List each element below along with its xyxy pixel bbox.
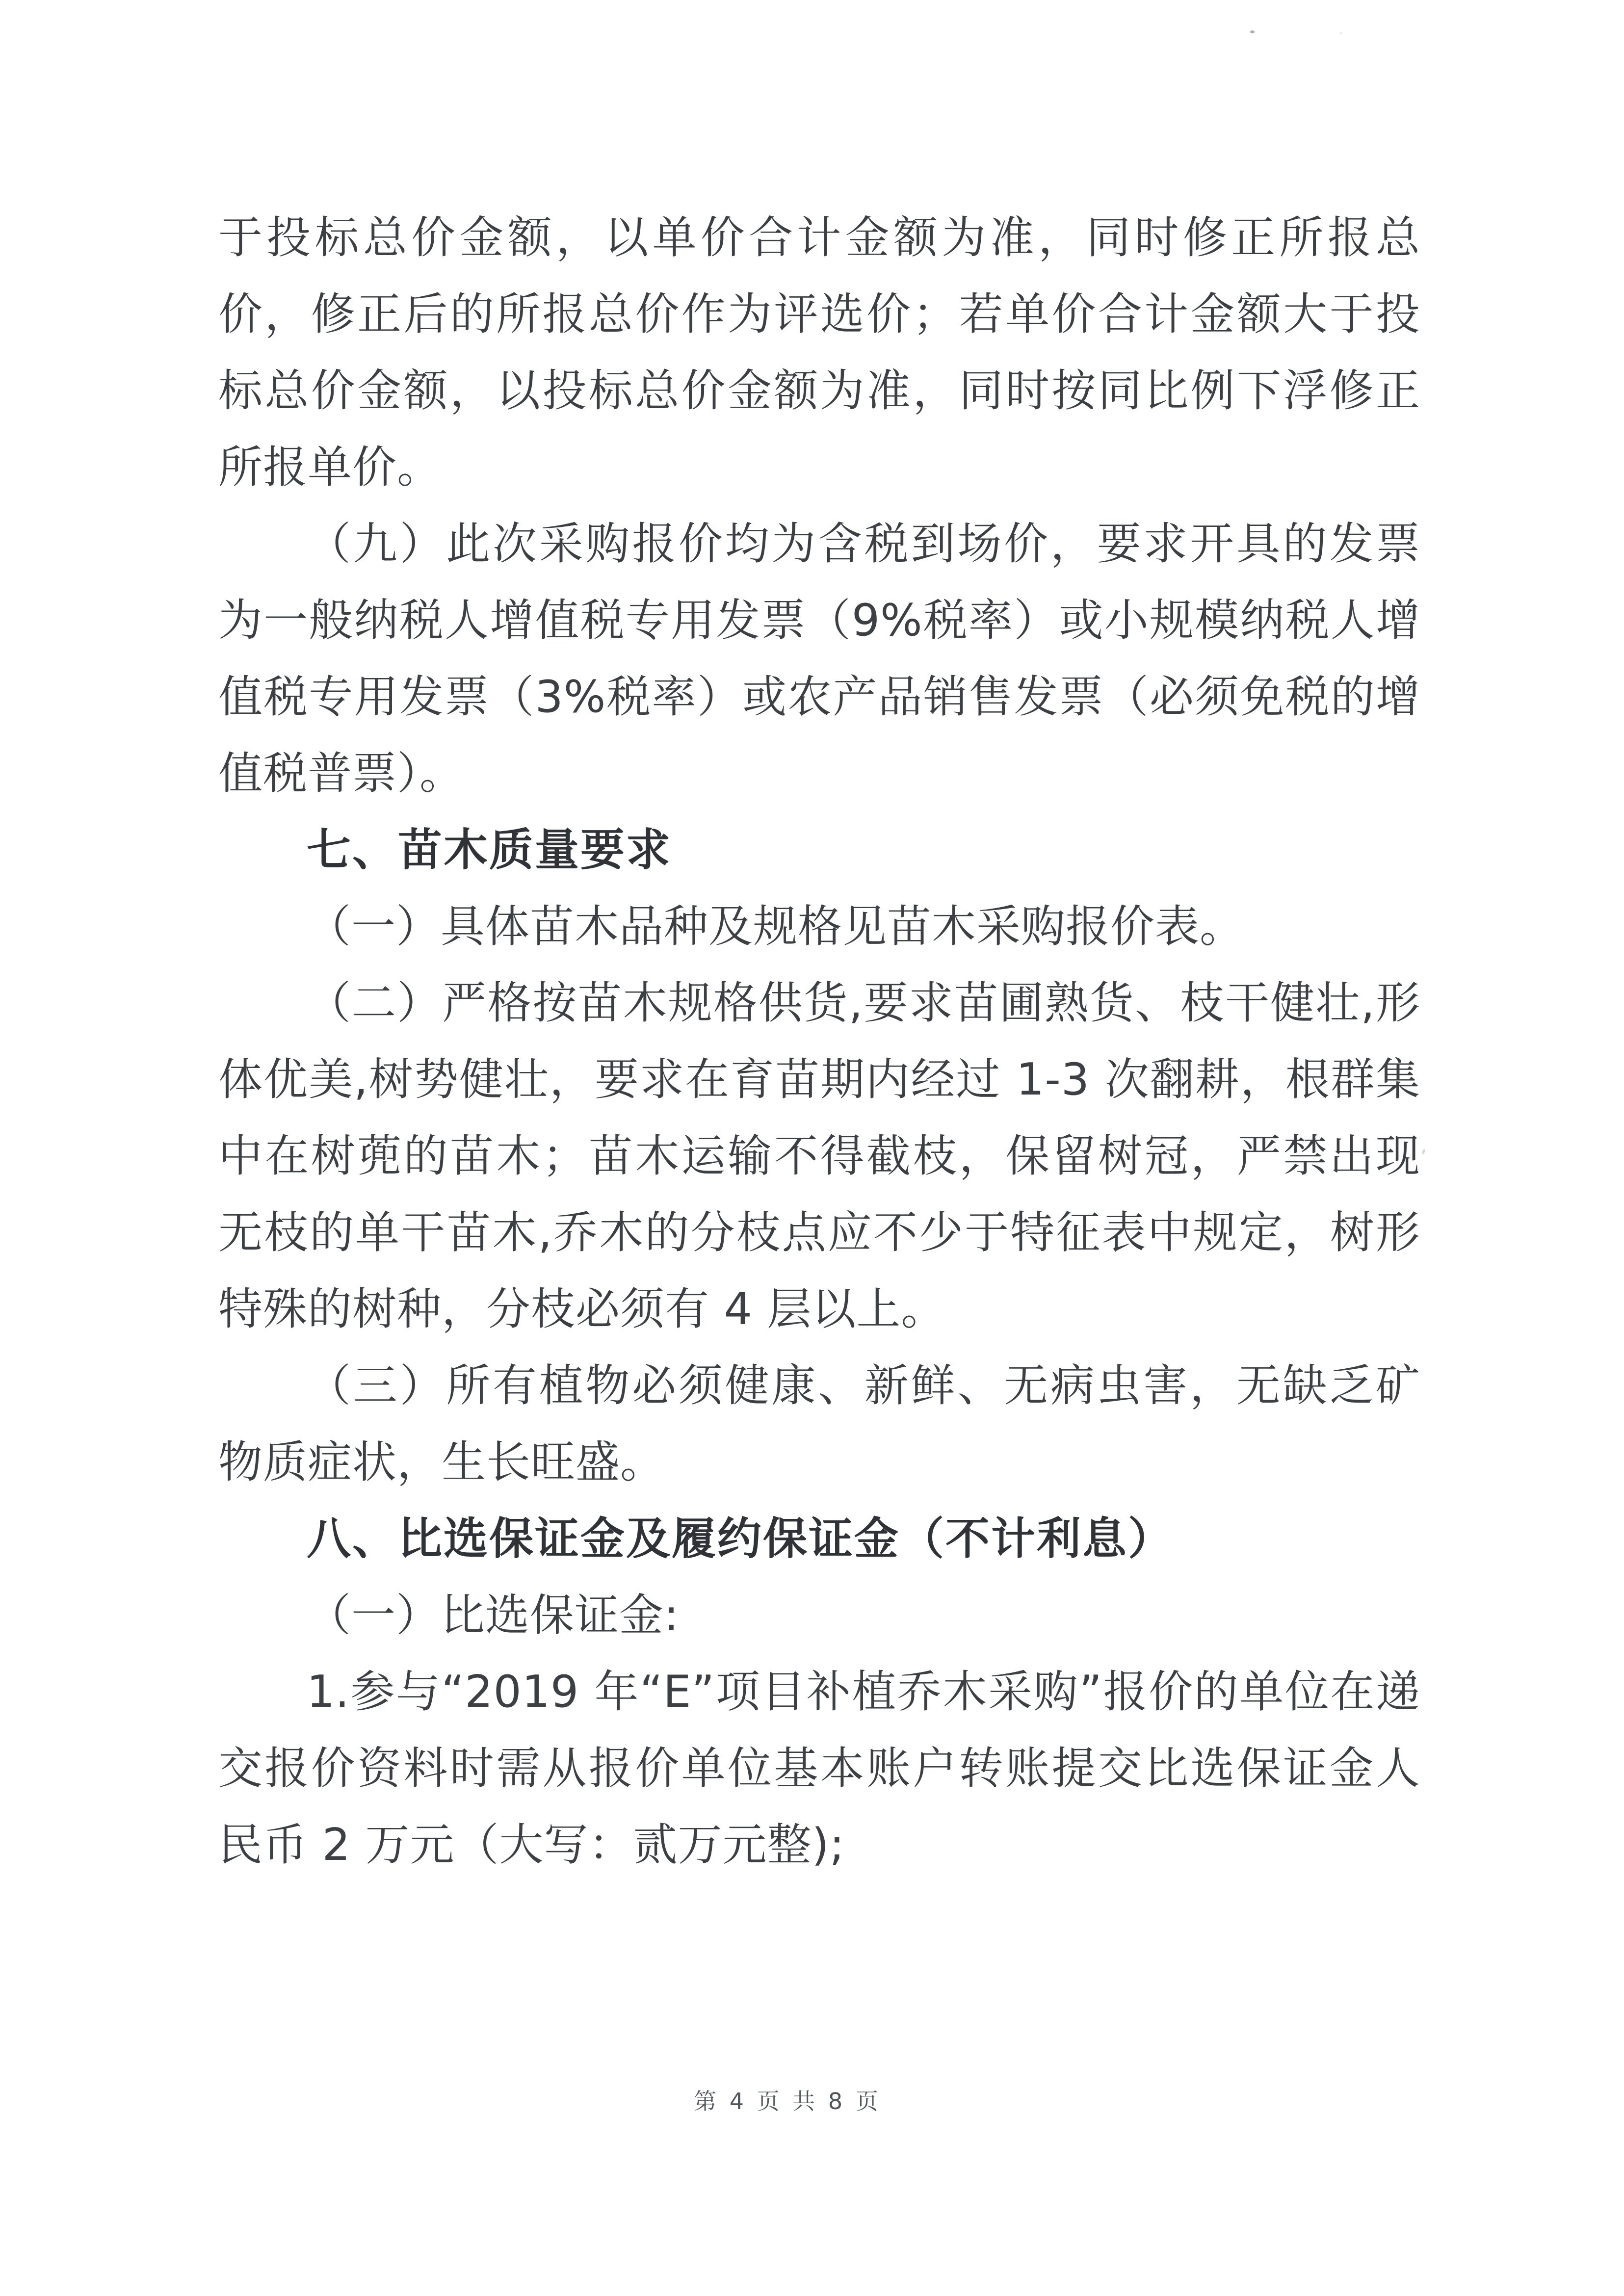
section-heading-7: 七、苗木质量要求 [307, 824, 672, 876]
scan-artifact [1340, 32, 1342, 34]
scan-artifact [1250, 30, 1255, 33]
document-body [218, 200, 1420, 1883]
paragraph-deposit-detail: 1.参与“2019 年“E”项目补植乔木采购”报价的单位在递交报价资料时需从报价单位基本账户转账提交比选保证金人民币 2 万元（大写：贰万元整); [218, 1666, 1420, 1871]
page-number-text: 第 4 页 共 8 页 [694, 2088, 881, 2114]
paragraph-quality-1: （一）具体苗木品种及规格见苗木采购报价表。 [307, 901, 1244, 952]
scan-artifact [1421, 1148, 1425, 1154]
page-footer [0, 2084, 1599, 2118]
paragraph-continuation: 于投标总价金额，以单价合计金额为准，同时修正所报总价，修正后的所报总价作为评选价；若单价合计金额大于投标总价金额，以投标总价金额为准，同时按同比例下浮修正所报单价。 [218, 212, 1420, 493]
paragraph-quality-3: （三）所有植物必须健康、新鲜、无病虫害，无缺乏矿物质症状，生长旺盛。 [218, 1360, 1420, 1488]
paragraph-deposit-label: （一）比选保证金: [307, 1590, 680, 1641]
section-heading-8: 八、比选保证金及履约保证金（不计利息） [307, 1513, 1174, 1565]
paragraph-quality-2: （二）严格按苗木规格供货,要求苗圃熟货、枝干健壮,形体优美,树势健壮，要求在育苗期内经过 1-3 次翻耕，根群集中在树蔸的苗木；苗木运输不得截枝，保留树冠，严禁出现无枝的单干苗木,乔木的分枝点应不少于特征表中规定，树形特殊的树种，分枝必须有 4 层以上。 [218, 977, 1420, 1335]
paragraph-item-9: （九）此次采购报价均为含税到场价，要求开具的发票为一般纳税人增值税专用发票（9%税率）或小规模纳税人增值税专用发票（3%税率）或农产品销售发票（必须免税的增值税普票）。 [218, 518, 1420, 799]
